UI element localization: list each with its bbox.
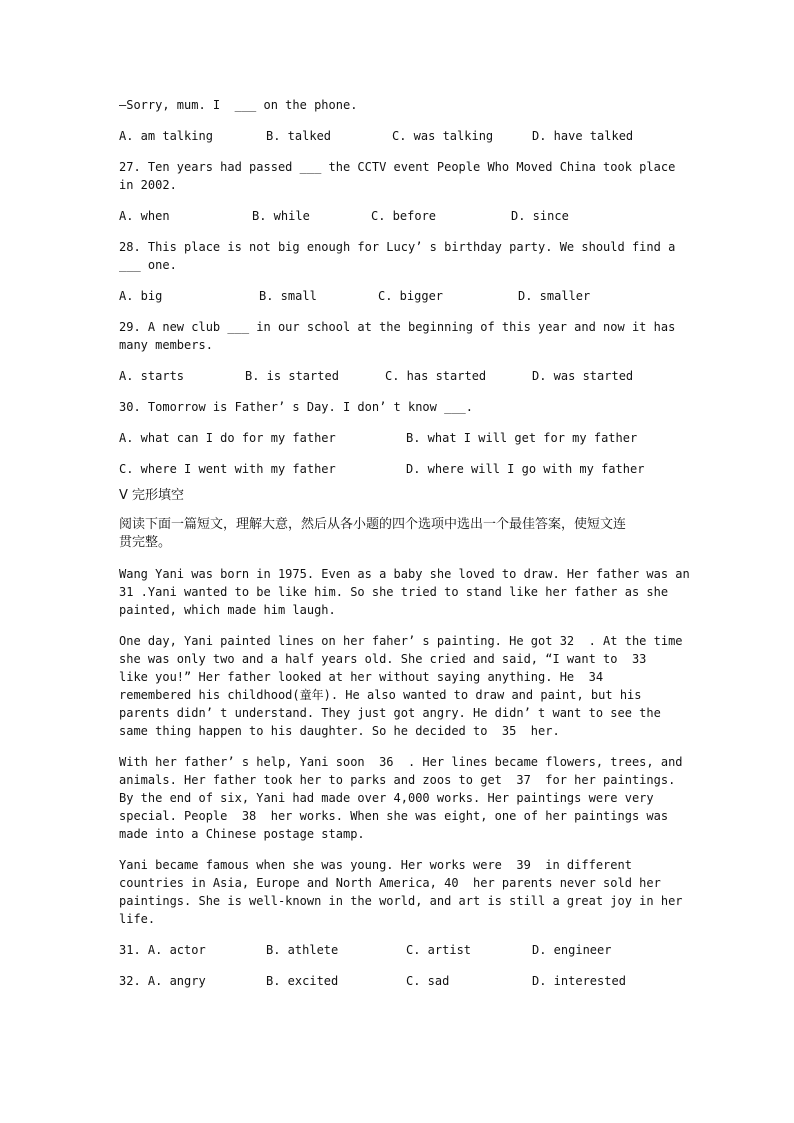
passage-line: remembered his childhood(童年). He also wanted to draw and paint, but his — [119, 688, 642, 702]
question-29-stem: 29. A new club ___ in our school at the beginning of this year and now it has — [119, 320, 676, 334]
passage-line: One day, Yani painted lines on her faher’ s painting. He got 32 . At the time — [119, 634, 683, 648]
option-b: B. excited — [266, 974, 339, 988]
passage-line: countries in Asia, Europe and North America, 40 her parents never sold her — [119, 876, 661, 890]
passage-line: 31 .Yani wanted to be like him. So she tried to stand like her father as she — [119, 585, 669, 599]
option-b: B. while — [252, 209, 310, 223]
question-29-stem-cont: many members. — [119, 338, 213, 352]
option-b: B. talked — [266, 129, 332, 143]
passage-line: animals. Her father took her to parks and zoos to get 37 for her paintings. — [119, 773, 676, 787]
question-30-options-row2 — [119, 460, 689, 478]
option-d: D. interested — [532, 974, 626, 988]
option-a: 31. A. actor — [119, 943, 206, 957]
option-d: D. smaller — [518, 289, 591, 303]
option-c: C. before — [371, 209, 437, 223]
question-27-stem: 27. Ten years had passed ___ the CCTV event People Who Moved China took place — [119, 160, 676, 174]
option-a: A. what can I do for my father — [119, 431, 336, 445]
option-d: D. was started — [532, 369, 634, 383]
question-30-options-row1 — [119, 429, 689, 447]
passage-paragraph-3 — [119, 753, 689, 843]
option-a: A. big — [119, 289, 163, 303]
passage-line: special. People 38 her works. When she was eight, one of her paintings was — [119, 809, 669, 823]
question-28-stem: 28. This place is not big enough for Lucy’ s birthday party. We should find a — [119, 240, 676, 254]
section-instruction-cont: 贯完整。 — [119, 535, 172, 550]
option-b: B. is started — [245, 369, 339, 383]
question-29-options — [119, 367, 689, 385]
passage-line: she was only two and a half years old. She cried and said, “I want to 33 — [119, 652, 647, 666]
passage-line: parents didn’ t understand. They just got angry. He didn’ t want to see the — [119, 706, 661, 720]
option-d: D. engineer — [532, 943, 612, 957]
passage-line: life. — [119, 912, 156, 926]
passage-line: painted, which made him laugh. — [119, 603, 336, 617]
option-c: C. bigger — [378, 289, 444, 303]
question-30-stem: 30. Tomorrow is Father’ s Day. I don’ t know ___. — [119, 400, 474, 414]
passage-line: By the end of six, Yani had made over 4,000 works. Her paintings were very — [119, 791, 654, 805]
question-26-stem: —Sorry, mum. I ___ on the phone. — [119, 98, 358, 112]
section-instruction: 阅读下面一篇短文，理解大意，然后从各小题的四个选项中选出一个最佳答案，使短文连 — [119, 517, 627, 532]
question-28-options — [119, 287, 689, 305]
question-27-stem-cont: in 2002. — [119, 178, 177, 192]
passage-paragraph-1 — [119, 565, 689, 619]
option-c: C. where I went with my father — [119, 462, 336, 476]
option-b: B. what I will get for my father — [406, 431, 638, 445]
question-28-stem-cont: ___ one. — [119, 258, 177, 272]
passage-line: made into a Chinese postage stamp. — [119, 827, 365, 841]
passage-paragraph-4 — [119, 856, 689, 928]
document-page — [119, 96, 689, 990]
option-a: A. starts — [119, 369, 185, 383]
option-d: D. since — [511, 209, 569, 223]
option-c: C. sad — [406, 974, 450, 988]
passage-line: same thing happen to his daughter. So he decided to 35 her. — [119, 724, 560, 738]
option-a: 32. A. angry — [119, 974, 206, 988]
passage-line: Yani became famous when she was young. Her works were 39 in different — [119, 858, 632, 872]
passage-line: paintings. She is well-known in the world, and art is still a great joy in her — [119, 894, 683, 908]
passage-paragraph-2 — [119, 632, 689, 740]
passage-line: like you!” Her father looked at her without saying anything. He 34 — [119, 670, 604, 684]
option-c: C. has started — [385, 369, 487, 383]
option-a: A. when — [119, 209, 170, 223]
option-d: D. where will I go with my father — [406, 462, 645, 476]
passage-line: With her father’ s help, Yani soon 36 . Her lines became flowers, trees, and — [119, 755, 683, 769]
option-a: A. am talking — [119, 129, 213, 143]
option-b: B. small — [259, 289, 317, 303]
option-c: C. artist — [406, 943, 472, 957]
section-heading: V 完形填空 — [119, 488, 185, 503]
question-27-options — [119, 207, 689, 225]
option-c: C. was talking — [392, 129, 494, 143]
question-26-options — [119, 127, 689, 145]
question-31-options — [119, 941, 689, 959]
option-b: B. athlete — [266, 943, 339, 957]
passage-line: Wang Yani was born in 1975. Even as a baby she loved to draw. Her father was an — [119, 567, 690, 581]
question-32-options — [119, 972, 689, 990]
option-d: D. have talked — [532, 129, 634, 143]
